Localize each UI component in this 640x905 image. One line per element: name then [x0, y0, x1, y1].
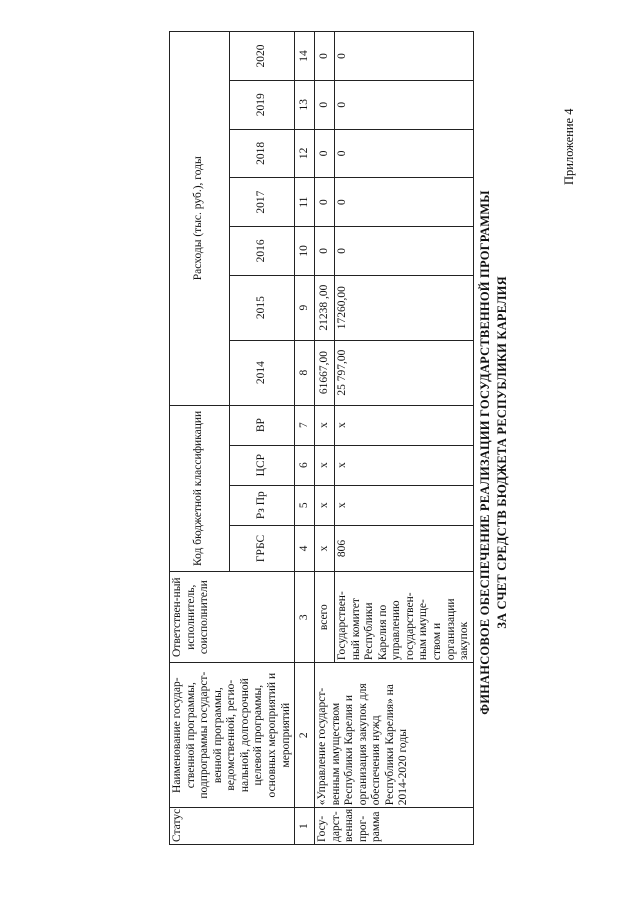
header-year-2016: 2016 — [229, 226, 295, 275]
header-year-2015: 2015 — [229, 275, 295, 340]
column-number: 7 — [295, 405, 315, 445]
column-number: 14 — [295, 32, 315, 81]
header-responsible: Ответствен-ный исполнитель, соисполнители — [170, 572, 295, 663]
table-row-total — [315, 32, 335, 845]
value-cell: 0 — [315, 226, 335, 275]
code-cell: x — [315, 405, 335, 445]
responsible-cell: Государствен-ный комитет Республики Карелия по управлению государствен-ным имуще-ством и организации закупок — [335, 572, 474, 663]
column-number: 10 — [295, 226, 315, 275]
column-number: 12 — [295, 129, 315, 178]
header-year-2019: 2019 — [229, 80, 295, 129]
column-number: 3 — [295, 572, 315, 663]
document-title: ФИНАНСОВОЕ ОБЕСПЕЧЕНИЕ РЕАЛИЗАЦИИ ГОСУДАРСТВЕННОЙ ПРОГРАММЫ — [478, 190, 492, 715]
value-cell: 25 797,00 — [335, 340, 474, 405]
header-code-rzpr: Рз Пр — [229, 485, 295, 525]
column-number: 11 — [295, 178, 315, 227]
header-year-2020: 2020 — [229, 32, 295, 81]
code-cell: x — [315, 445, 335, 485]
value-cell: 0 — [335, 178, 474, 227]
header-year-2018: 2018 — [229, 129, 295, 178]
header-expenses: Расходы (тыс. руб.), годы — [170, 32, 230, 406]
responsible-cell: всего — [315, 572, 335, 663]
value-cell: 0 — [315, 80, 335, 129]
column-number: 9 — [295, 275, 315, 340]
value-cell: 0 — [335, 32, 474, 81]
header-code-grbs: ГРБС — [229, 525, 295, 572]
value-cell: 21238 ,00 — [315, 275, 335, 340]
code-cell: x — [335, 445, 474, 485]
header-code-vr: ВР — [229, 405, 295, 445]
value-cell: 17260,00 — [335, 275, 474, 340]
header-year-2014: 2014 — [229, 340, 295, 405]
program-status: Госу-дарст-венная прог-рамма — [315, 808, 474, 845]
value-cell: 0 — [335, 226, 474, 275]
column-number: 5 — [295, 485, 315, 525]
column-number-row — [295, 32, 315, 845]
column-number: 1 — [295, 808, 315, 845]
column-number: 13 — [295, 80, 315, 129]
value-cell: 0 — [335, 129, 474, 178]
appendix-label: Приложение 4 — [562, 108, 576, 185]
code-cell: x — [335, 405, 474, 445]
code-cell: x — [315, 485, 335, 525]
header-year-2017: 2017 — [229, 178, 295, 227]
code-cell: x — [315, 525, 335, 572]
finance-table — [169, 31, 474, 845]
header-budget-code: Код бюджетной классификации — [170, 405, 230, 572]
header-code-csr: ЦСР — [229, 445, 295, 485]
header-status: Статус — [170, 808, 295, 845]
column-number: 6 — [295, 445, 315, 485]
value-cell: 0 — [315, 178, 335, 227]
program-name: «Управление государст-венным имуществом Республики Карелия и организация закупок для обеспечения нужд Республики Карелия» на 2014-2020 годы — [315, 663, 474, 808]
column-number: 8 — [295, 340, 315, 405]
document-subtitle: ЗА СЧЕТ СРЕДСТВ БЮДЖЕТА РЕСПУБЛИКИ КАРЕЛИЯ — [495, 276, 509, 629]
column-number: 2 — [295, 663, 315, 808]
value-cell: 0 — [315, 32, 335, 81]
column-number: 4 — [295, 525, 315, 572]
value-cell: 0 — [315, 129, 335, 178]
code-cell: x — [335, 485, 474, 525]
value-cell: 61667,00 — [315, 340, 335, 405]
value-cell: 0 — [335, 80, 474, 129]
header-name: Наименование государ-ственной программы, подпрограммы государст-венной программы, ведомственной, регио-нальной, долгосрочной целевой программы, основных мероприятий и мероприятий — [170, 663, 295, 808]
code-cell: 806 — [335, 525, 474, 572]
